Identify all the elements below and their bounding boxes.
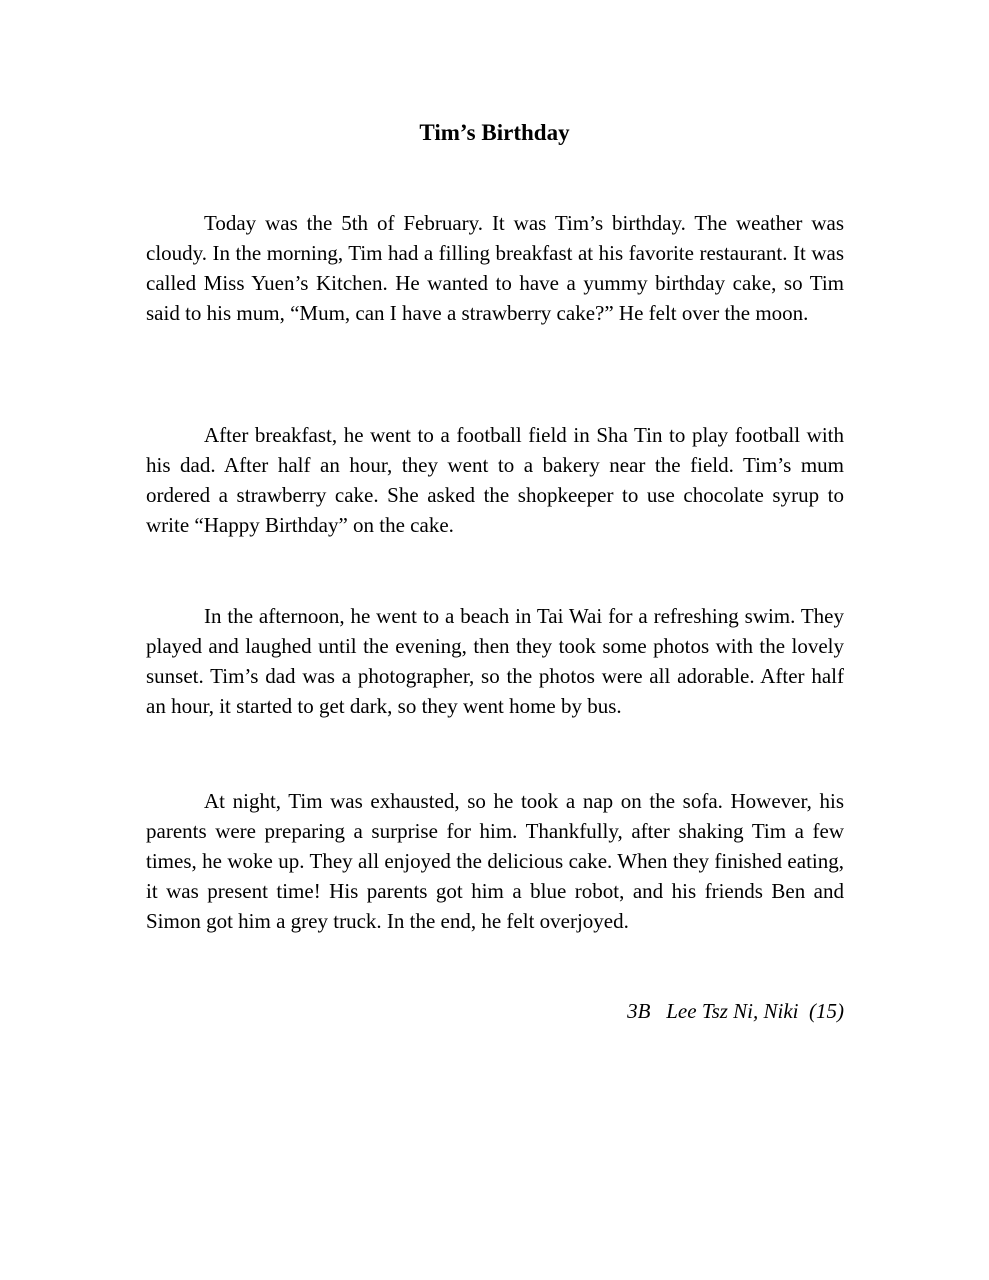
paragraph-3: In the afternoon, he went to a beach in Tai Wai for a refreshing swim. They played and laughed until the evening, then they took some photos with the lovely sunset. Tim’s dad was a photographer, so the photos were all adorable. After half an hour, it started to get dark, so they went home by bus. [146, 604, 844, 718]
paragraph-1: Today was the 5th of February. It was Tim’s birthday. The weather was cloudy. In the morning, Tim had a filling breakfast at his favorite restaurant. It was called Miss Yuen’s Kitchen. He wanted to have a yummy birthday cake, so Tim said to his mum, “Mum, can I have a strawberry cake?” He felt over the moon. [146, 211, 844, 325]
paragraph-2: After breakfast, he went to a football field in Sha Tin to play football with his dad. After half an hour, they went to a bakery near the field. Tim’s mum ordered a strawberry cake. She asked the shopkeeper to use chocolate syrup to write “Happy Birthday” on the cake. [146, 423, 844, 537]
paragraph-4: At night, Tim was exhausted, so he took a nap on the sofa. However, his parents were preparing a surprise for him. Thankfully, after shaking Tim a few times, he woke up. They all enjoyed the delicious cake. When they finished eating, it was present time! His parents got him a blue robot, and his friends Ben and Simon got him a grey truck. In the end, he felt overjoyed. [146, 789, 844, 933]
author-signature: 3B Lee Tsz Ni, Niki (15) [627, 999, 844, 1023]
document-title: Tim’s Birthday [419, 120, 570, 145]
